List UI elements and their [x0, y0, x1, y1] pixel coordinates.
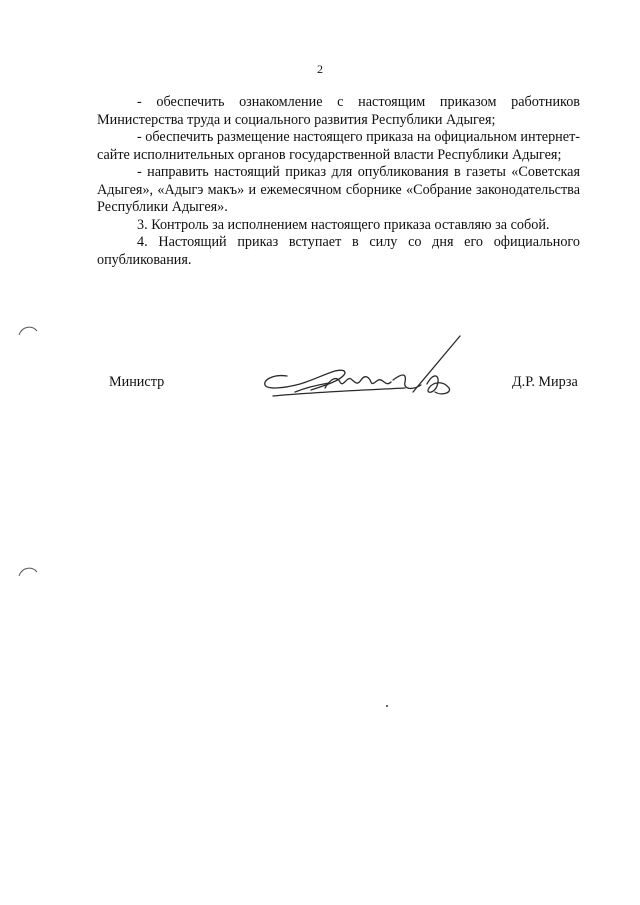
paragraph-familiarize-staff: - обеспечить ознакомление с настоящим приказом работников Министерства труда и социального развития Республики Адыгея;: [97, 94, 580, 128]
punch-hole-mark-icon: [16, 563, 40, 579]
handwritten-signature: [255, 330, 470, 415]
signature-block: [0, 330, 640, 430]
page-number: 2: [317, 62, 323, 76]
document-body: [97, 94, 580, 269]
punch-hole-mark-icon: [16, 322, 40, 338]
paragraph-publish-newspapers: - направить настоящий приказ для опубликования в газеты «Советская Адыгея», «Адыгэ макъ» и ежемесячном сборнике «Собрание законодательства Республики Адыгея».: [97, 164, 580, 215]
paragraph-control: 3. Контроль за исполнением настоящего приказа оставляю за собой.: [137, 216, 550, 233]
paragraph-effective-date: 4. Настоящий приказ вступает в силу со дня его официального опубликования.: [97, 234, 580, 268]
signatory-position: Министр: [109, 374, 165, 390]
scan-speck: [386, 705, 388, 707]
signatory-name: Д.Р. Мирза: [512, 374, 578, 390]
paragraph-publish-website: - обеспечить размещение настоящего приказа на официальном интернет-сайте исполнительных органов государственной власти Республики Адыгея;: [97, 129, 580, 163]
